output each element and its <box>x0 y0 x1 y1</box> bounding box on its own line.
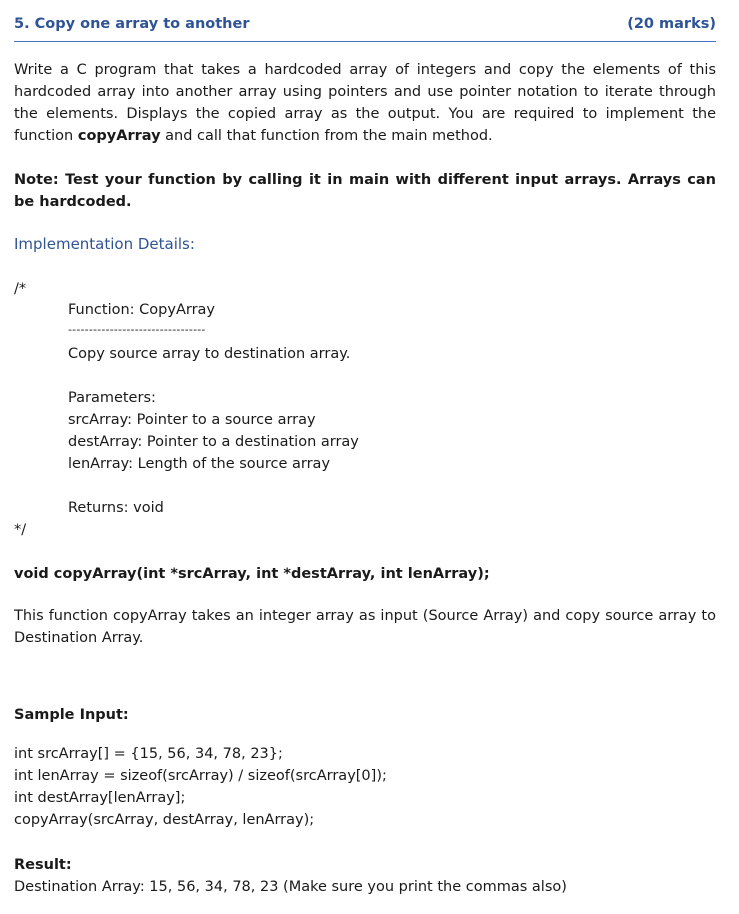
description-tail: and call that function from the main method. <box>160 128 493 144</box>
description-paragraph <box>14 59 716 147</box>
implementation-heading: Implementation Details: <box>14 235 195 253</box>
result-text: Destination Array: 15, 56, 34, 78, 23 (Make sure you print the commas also) <box>14 879 567 895</box>
comment-separator: --------------------------------- <box>68 323 206 336</box>
sample-input-line: int srcArray[] = {15, 56, 34, 78, 23}; <box>14 746 283 762</box>
comment-open: /* <box>14 281 27 297</box>
function-signature: void copyArray(int *srcArray, int *destArray, int lenArray); <box>14 566 490 582</box>
question-title: 5. Copy one array to another <box>14 16 250 32</box>
description-lead: Write a C program that takes a hardcoded array of integers and copy the elements of this hardcoded array into another array using pointers and use pointer notation to iterate through the elements. Displays the copied array as the output. You are required to implement the function <box>14 62 716 144</box>
comment-param-dest: destArray: Pointer to a destination array <box>68 434 359 450</box>
note-text: Note: Test your function by calling it in main with different input arrays. Arrays can be hardcoded. <box>14 172 716 210</box>
comment-param-len: lenArray: Length of the source array <box>68 456 331 472</box>
comment-params-title: Parameters: <box>68 390 156 406</box>
marks-label: (20 marks) <box>627 16 716 32</box>
comment-close: */ <box>14 522 27 538</box>
function-description: This function copyArray takes an integer array as input (Source Array) and copy source array to Destination Array. <box>14 608 716 646</box>
comment-function-line: Function: CopyArray <box>68 302 216 318</box>
header-rule <box>14 41 716 42</box>
sample-input-line: int destArray[lenArray]; <box>14 790 186 806</box>
sample-input-line: int lenArray = sizeof(srcArray) / sizeof(srcArray[0]); <box>14 768 387 784</box>
function-name: copyArray <box>77 128 161 144</box>
sample-input-label: Sample Input: <box>14 707 129 723</box>
result-label: Result: <box>14 857 72 873</box>
comment-returns: Returns: void <box>68 500 164 516</box>
comment-summary: Copy source array to destination array. <box>68 346 351 362</box>
sample-input-line: copyArray(srcArray, destArray, lenArray); <box>14 812 315 828</box>
comment-param-src: srcArray: Pointer to a source array <box>68 412 316 428</box>
